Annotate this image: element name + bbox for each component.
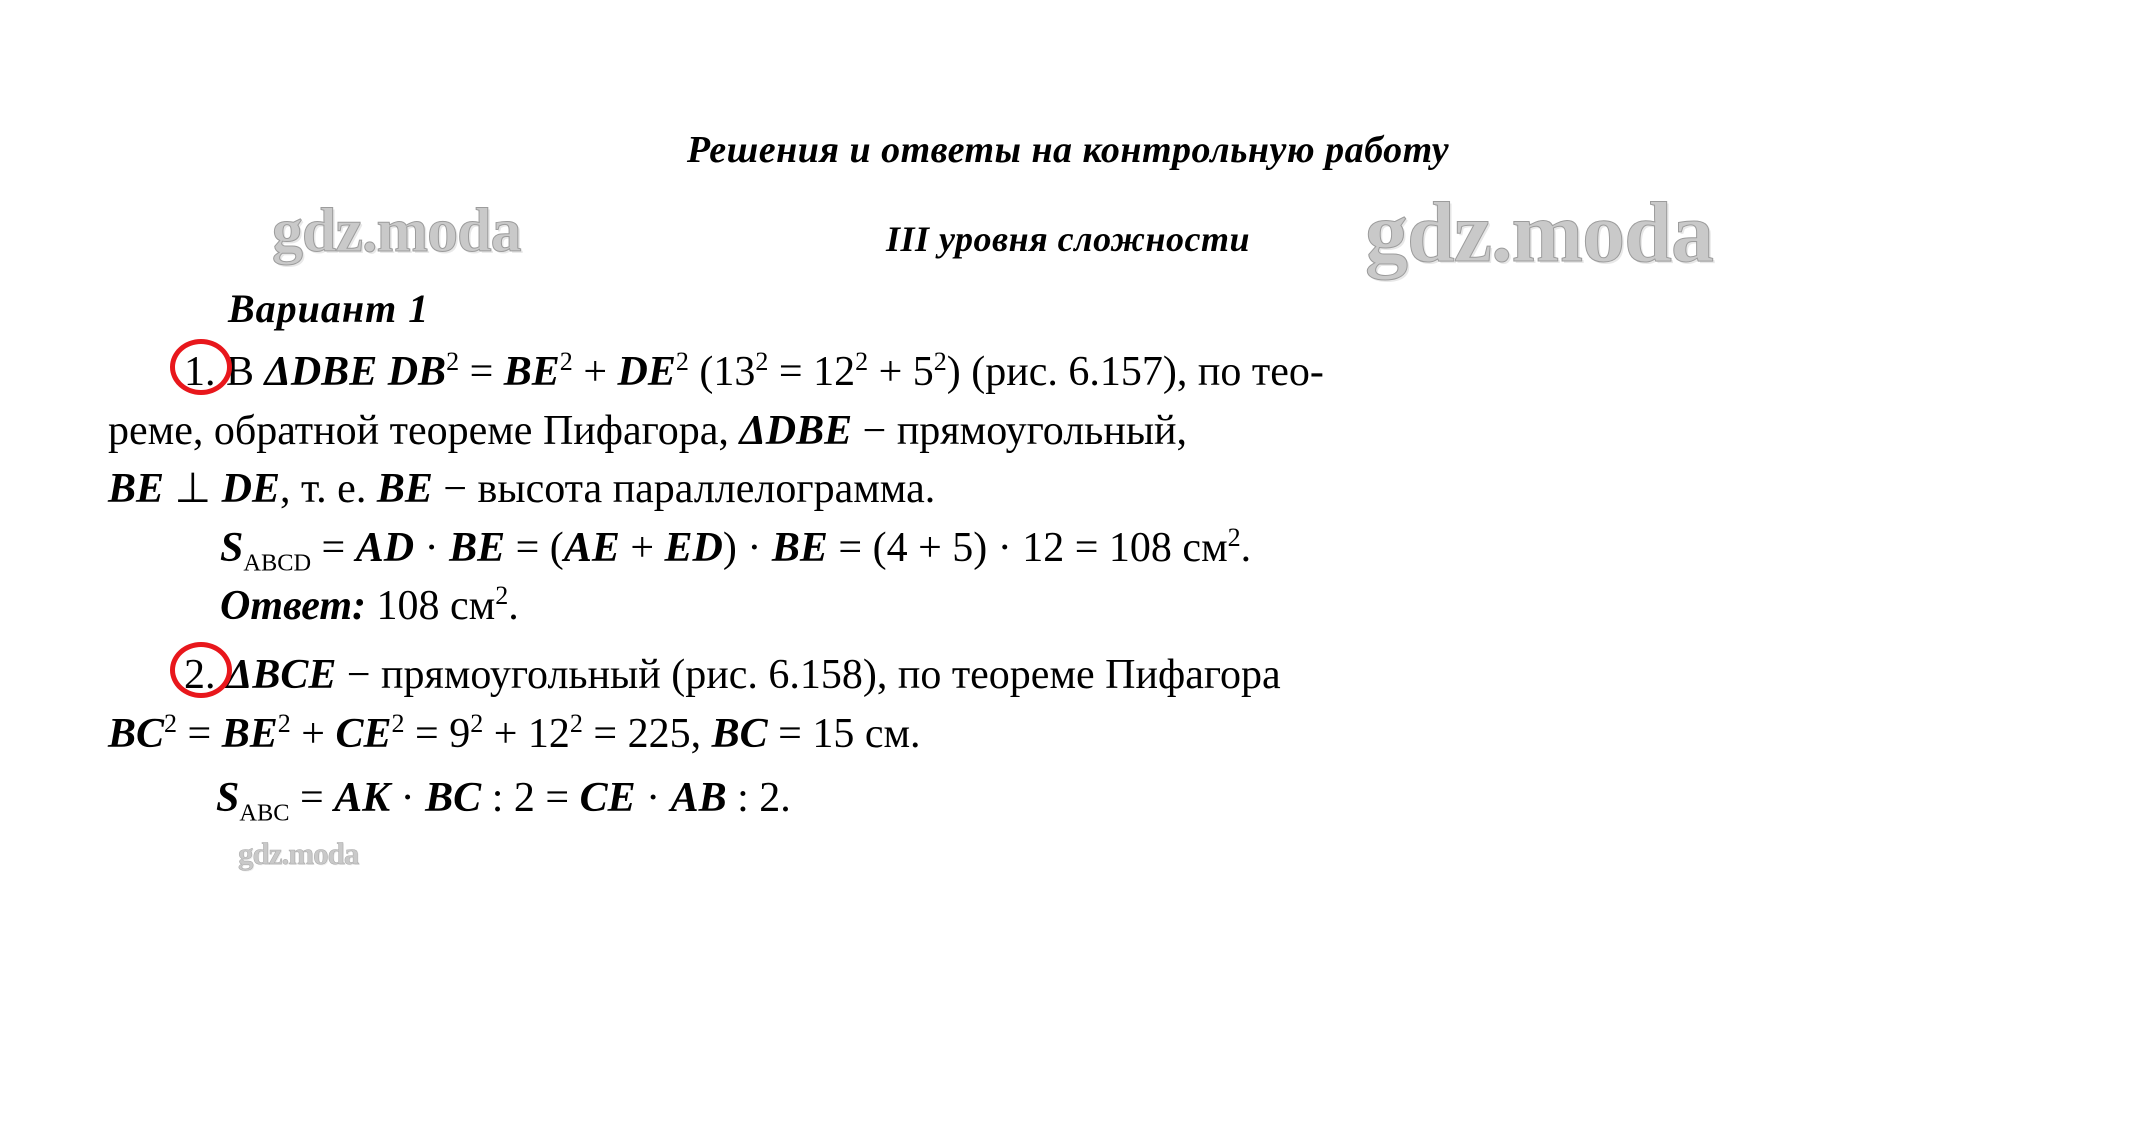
t: 2 [1227, 522, 1241, 552]
t: + [572, 349, 618, 395]
t: · [390, 775, 426, 822]
t: . [508, 583, 519, 630]
t: BE [108, 466, 165, 513]
t: 2 [933, 347, 947, 376]
t: ABCD [243, 549, 312, 577]
t: + 5 [868, 349, 934, 395]
t: AK [334, 775, 391, 822]
variant-label: Вариант 1 [228, 286, 430, 331]
t: = [177, 710, 222, 757]
t: = [289, 775, 335, 822]
t: BC [425, 775, 482, 822]
t: 2 [569, 708, 583, 738]
t: 2 [470, 708, 484, 738]
t: BE [376, 466, 433, 513]
t: − высота параллелограмма. [432, 466, 936, 513]
t: = ( [505, 524, 564, 571]
solution-1-line-2 [108, 404, 2038, 459]
t: S [220, 524, 244, 571]
solutions-body [108, 345, 2038, 830]
t: BE [771, 524, 828, 571]
t: BC [711, 710, 768, 757]
item-number-2: 2. [184, 651, 216, 698]
watermark-small: gdz.moda [238, 836, 359, 871]
t: AE [563, 524, 620, 571]
t: : 2. [726, 775, 791, 822]
t: , т. е. [279, 466, 377, 513]
watermark-right: gdz.moda [1365, 184, 1713, 280]
t: BE [449, 524, 506, 571]
t: 2 [164, 708, 178, 738]
t: ΔDBE [739, 407, 853, 454]
t: 2 [277, 708, 291, 738]
t: S [216, 775, 240, 822]
t: · [414, 524, 450, 571]
page-title: Решения и ответы на контрольную работу [686, 129, 1450, 171]
t: CE [579, 775, 636, 822]
t: = 225, [582, 710, 712, 757]
t: ⊥ [164, 466, 222, 513]
t: 2 [495, 581, 509, 611]
t: ) (рис. 6.157), по тео- [946, 349, 1324, 395]
t: (13 [688, 349, 756, 395]
t: ED [664, 524, 723, 571]
t: ΔBCE [226, 651, 337, 698]
t: В [226, 349, 265, 395]
t: AB [670, 775, 727, 822]
t: BC [108, 710, 165, 757]
t: AD [355, 524, 415, 571]
t: = [459, 349, 504, 395]
solution-1-line-3 [108, 462, 2038, 517]
item-number-circle-1 [170, 339, 232, 395]
t: BE [503, 349, 560, 395]
solution-2-line-2 [108, 707, 2038, 762]
t: CE [335, 710, 392, 757]
page-subtitle: III уровня сложности [886, 219, 1250, 259]
t: 108 см [366, 583, 496, 630]
t: BE [221, 710, 278, 757]
t: · [635, 775, 671, 822]
t: + [290, 710, 336, 757]
t: . [1240, 524, 1252, 571]
t: реме, обратной теореме Пифагора, [108, 407, 740, 454]
t: ) · [722, 524, 772, 571]
t: 2 [755, 347, 769, 376]
solution-2-line-1 [108, 648, 2038, 703]
t: 2 [675, 347, 689, 376]
t: = [311, 524, 356, 571]
t: + 12 [483, 710, 570, 757]
t: − прямоугольный (рис. 6.158), по теореме Пифагора [336, 651, 1281, 698]
watermark-left: gdz.moda [272, 197, 521, 265]
t: ABC [239, 799, 290, 827]
t: ΔDBE DB [264, 349, 447, 395]
solution-1-line-1 [108, 345, 2038, 400]
solution-2-line-3 [108, 771, 2038, 826]
t: 2 [391, 708, 405, 738]
t: = (4 + 5) · 12 = 108 см [827, 524, 1228, 571]
item-number-circle-2 [170, 642, 232, 698]
item-number-1: 1. [184, 349, 216, 395]
t: DE [221, 466, 280, 513]
t: : 2 = [481, 775, 580, 822]
t: − прямоугольный, [852, 407, 1188, 454]
solution-1-line-4 [108, 521, 2038, 576]
t: 2 [446, 347, 460, 376]
solution-1-answer [108, 579, 2038, 634]
t: 2 [855, 347, 869, 376]
t: = 15 см. [767, 710, 921, 757]
t: + [619, 524, 665, 571]
t: 2 [559, 347, 573, 376]
t: DE [617, 349, 676, 395]
t: = 12 [768, 349, 856, 395]
t: = 9 [404, 710, 471, 757]
answer-label: Ответ: [220, 583, 366, 630]
